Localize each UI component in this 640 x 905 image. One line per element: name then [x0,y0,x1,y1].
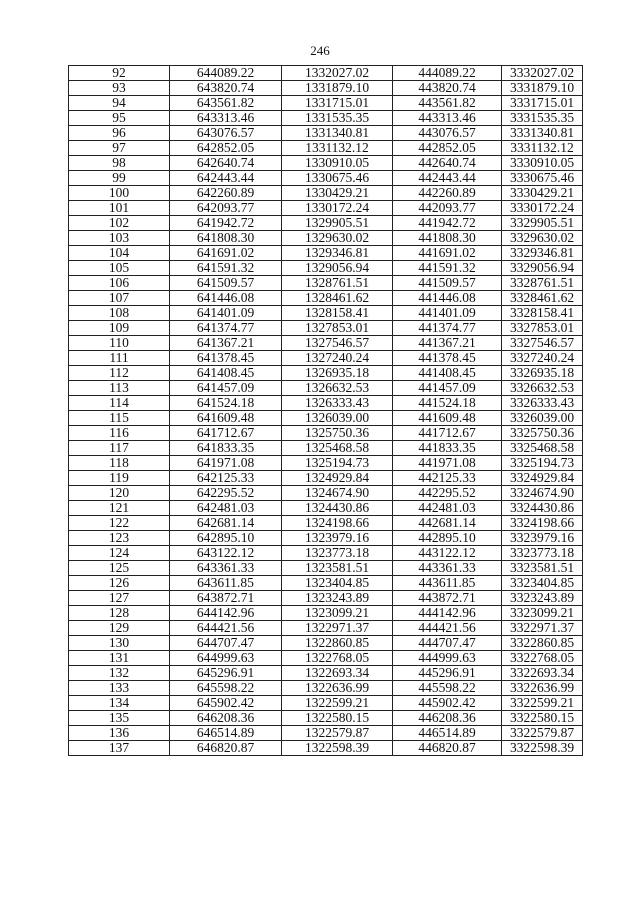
x-coordinate-alt-cell: 441408.45 [393,366,502,381]
x-coordinate-cell: 641691.02 [170,246,282,261]
y-coordinate-alt-cell: 3330429.21 [502,186,583,201]
x-coordinate-alt-cell: 441367.21 [393,336,502,351]
y-coordinate-alt-cell: 3329056.94 [502,261,583,276]
y-coordinate-alt-cell: 3330910.05 [502,156,583,171]
y-coordinate-alt-cell: 3331132.12 [502,141,583,156]
y-coordinate-alt-cell: 3322860.85 [502,636,583,651]
x-coordinate-alt-cell: 442125.33 [393,471,502,486]
table-row [69,336,583,351]
y-coordinate-alt-cell: 3328158.41 [502,306,583,321]
y-coordinate-alt-cell: 3327546.57 [502,336,583,351]
x-coordinate-alt-cell: 441942.72 [393,216,502,231]
table-row [69,186,583,201]
y-coordinate-cell: 1331132.12 [282,141,393,156]
y-coordinate-alt-cell: 3322599.21 [502,696,583,711]
x-coordinate-alt-cell: 446514.89 [393,726,502,741]
point-number-cell: 120 [69,486,170,501]
table-row [69,621,583,636]
x-coordinate-cell: 641401.09 [170,306,282,321]
table-row [69,726,583,741]
x-coordinate-alt-cell: 443076.57 [393,126,502,141]
x-coordinate-cell: 641446.08 [170,291,282,306]
table-row [69,666,583,681]
x-coordinate-alt-cell: 446820.87 [393,741,502,756]
x-coordinate-cell: 641367.21 [170,336,282,351]
y-coordinate-alt-cell: 3326039.00 [502,411,583,426]
table-row [69,636,583,651]
table-row [69,396,583,411]
x-coordinate-cell: 644999.63 [170,651,282,666]
x-coordinate-cell: 645598.22 [170,681,282,696]
x-coordinate-cell: 641971.08 [170,456,282,471]
x-coordinate-alt-cell: 441401.09 [393,306,502,321]
point-number-cell: 106 [69,276,170,291]
y-coordinate-cell: 1322693.34 [282,666,393,681]
y-coordinate-cell: 1326333.43 [282,396,393,411]
x-coordinate-cell: 642260.89 [170,186,282,201]
x-coordinate-alt-cell: 443872.71 [393,591,502,606]
table-row [69,576,583,591]
y-coordinate-cell: 1324674.90 [282,486,393,501]
y-coordinate-cell: 1322636.99 [282,681,393,696]
y-coordinate-cell: 1326935.18 [282,366,393,381]
y-coordinate-cell: 1332027.02 [282,66,393,81]
y-coordinate-alt-cell: 3323581.51 [502,561,583,576]
table-row [69,351,583,366]
y-coordinate-alt-cell: 3323099.21 [502,606,583,621]
x-coordinate-cell: 641408.45 [170,366,282,381]
x-coordinate-cell: 642443.44 [170,171,282,186]
point-number-cell: 127 [69,591,170,606]
y-coordinate-cell: 1329346.81 [282,246,393,261]
x-coordinate-cell: 644089.22 [170,66,282,81]
x-coordinate-alt-cell: 442895.10 [393,531,502,546]
x-coordinate-cell: 642093.77 [170,201,282,216]
y-coordinate-alt-cell: 3329346.81 [502,246,583,261]
x-coordinate-cell: 641808.30 [170,231,282,246]
x-coordinate-alt-cell: 442443.44 [393,171,502,186]
y-coordinate-cell: 1330172.24 [282,201,393,216]
table-row [69,381,583,396]
y-coordinate-cell: 1329905.51 [282,216,393,231]
point-number-cell: 105 [69,261,170,276]
point-number-cell: 117 [69,441,170,456]
x-coordinate-cell: 641712.67 [170,426,282,441]
x-coordinate-alt-cell: 441524.18 [393,396,502,411]
x-coordinate-cell: 642681.14 [170,516,282,531]
point-number-cell: 128 [69,606,170,621]
x-coordinate-alt-cell: 443820.74 [393,81,502,96]
y-coordinate-cell: 1326039.00 [282,411,393,426]
x-coordinate-alt-cell: 442640.74 [393,156,502,171]
x-coordinate-cell: 646514.89 [170,726,282,741]
point-number-cell: 92 [69,66,170,81]
x-coordinate-cell: 644421.56 [170,621,282,636]
x-coordinate-cell: 644142.96 [170,606,282,621]
y-coordinate-cell: 1331715.01 [282,96,393,111]
table-row [69,441,583,456]
x-coordinate-cell: 645902.42 [170,696,282,711]
x-coordinate-alt-cell: 443611.85 [393,576,502,591]
x-coordinate-cell: 641524.18 [170,396,282,411]
y-coordinate-cell: 1324198.66 [282,516,393,531]
y-coordinate-cell: 1323773.18 [282,546,393,561]
point-number-cell: 121 [69,501,170,516]
point-number-cell: 126 [69,576,170,591]
table-row [69,546,583,561]
point-number-cell: 103 [69,231,170,246]
x-coordinate-cell: 643313.46 [170,111,282,126]
y-coordinate-cell: 1324430.86 [282,501,393,516]
table-row [69,696,583,711]
point-number-cell: 102 [69,216,170,231]
y-coordinate-cell: 1328461.62 [282,291,393,306]
y-coordinate-cell: 1323243.89 [282,591,393,606]
y-coordinate-alt-cell: 3324198.66 [502,516,583,531]
point-number-cell: 104 [69,246,170,261]
y-coordinate-alt-cell: 3323404.85 [502,576,583,591]
y-coordinate-cell: 1322599.21 [282,696,393,711]
x-coordinate-cell: 644707.47 [170,636,282,651]
table-row [69,531,583,546]
table-row [69,681,583,696]
table-row [69,231,583,246]
x-coordinate-alt-cell: 442852.05 [393,141,502,156]
y-coordinate-alt-cell: 3326333.43 [502,396,583,411]
x-coordinate-alt-cell: 445598.22 [393,681,502,696]
point-number-cell: 134 [69,696,170,711]
table-row [69,366,583,381]
y-coordinate-cell: 1323404.85 [282,576,393,591]
y-coordinate-alt-cell: 3326632.53 [502,381,583,396]
y-coordinate-alt-cell: 3322580.15 [502,711,583,726]
y-coordinate-alt-cell: 3323773.18 [502,546,583,561]
point-number-cell: 133 [69,681,170,696]
y-coordinate-cell: 1325750.36 [282,426,393,441]
table-row [69,456,583,471]
table-row [69,591,583,606]
point-number-cell: 119 [69,471,170,486]
table-row [69,321,583,336]
point-number-cell: 122 [69,516,170,531]
x-coordinate-cell: 643361.33 [170,561,282,576]
x-coordinate-cell: 641609.48 [170,411,282,426]
x-coordinate-alt-cell: 443122.12 [393,546,502,561]
y-coordinate-cell: 1330910.05 [282,156,393,171]
table-row [69,216,583,231]
y-coordinate-alt-cell: 3323979.16 [502,531,583,546]
y-coordinate-alt-cell: 3331879.10 [502,81,583,96]
x-coordinate-cell: 643076.57 [170,126,282,141]
page-number: 246 [310,43,330,58]
x-coordinate-alt-cell: 441971.08 [393,456,502,471]
y-coordinate-alt-cell: 3330172.24 [502,201,583,216]
x-coordinate-cell: 643872.71 [170,591,282,606]
point-number-cell: 93 [69,81,170,96]
x-coordinate-cell: 645296.91 [170,666,282,681]
point-number-cell: 97 [69,141,170,156]
table-row [69,411,583,426]
y-coordinate-cell: 1323581.51 [282,561,393,576]
y-coordinate-alt-cell: 3326935.18 [502,366,583,381]
x-coordinate-alt-cell: 441591.32 [393,261,502,276]
table-row [69,261,583,276]
x-coordinate-alt-cell: 445296.91 [393,666,502,681]
y-coordinate-alt-cell: 3328461.62 [502,291,583,306]
table-row [69,141,583,156]
table-row [69,651,583,666]
y-coordinate-cell: 1322598.39 [282,741,393,756]
point-number-cell: 124 [69,546,170,561]
x-coordinate-alt-cell: 441378.45 [393,351,502,366]
coordinates-table [68,65,583,756]
x-coordinate-alt-cell: 441457.09 [393,381,502,396]
point-number-cell: 125 [69,561,170,576]
point-number-cell: 135 [69,711,170,726]
x-coordinate-alt-cell: 444421.56 [393,621,502,636]
y-coordinate-alt-cell: 3329630.02 [502,231,583,246]
x-coordinate-cell: 642852.05 [170,141,282,156]
x-coordinate-alt-cell: 444707.47 [393,636,502,651]
point-number-cell: 113 [69,381,170,396]
y-coordinate-cell: 1322580.15 [282,711,393,726]
point-number-cell: 123 [69,531,170,546]
y-coordinate-cell: 1327240.24 [282,351,393,366]
y-coordinate-cell: 1328158.41 [282,306,393,321]
x-coordinate-alt-cell: 441509.57 [393,276,502,291]
y-coordinate-alt-cell: 3325468.58 [502,441,583,456]
table-row [69,81,583,96]
y-coordinate-alt-cell: 3324929.84 [502,471,583,486]
coordinates-table-body [69,66,583,756]
table-row [69,66,583,81]
x-coordinate-cell: 641591.32 [170,261,282,276]
x-coordinate-cell: 643820.74 [170,81,282,96]
point-number-cell: 99 [69,171,170,186]
x-coordinate-alt-cell: 442681.14 [393,516,502,531]
point-number-cell: 109 [69,321,170,336]
table-row [69,156,583,171]
y-coordinate-cell: 1322768.05 [282,651,393,666]
y-coordinate-alt-cell: 3329905.51 [502,216,583,231]
point-number-cell: 108 [69,306,170,321]
y-coordinate-cell: 1323099.21 [282,606,393,621]
table-row [69,306,583,321]
y-coordinate-cell: 1324929.84 [282,471,393,486]
y-coordinate-cell: 1323979.16 [282,531,393,546]
x-coordinate-cell: 643611.85 [170,576,282,591]
x-coordinate-cell: 642295.52 [170,486,282,501]
y-coordinate-cell: 1328761.51 [282,276,393,291]
point-number-cell: 136 [69,726,170,741]
x-coordinate-alt-cell: 441712.67 [393,426,502,441]
point-number-cell: 131 [69,651,170,666]
y-coordinate-alt-cell: 3328761.51 [502,276,583,291]
table-row [69,501,583,516]
table-row [69,711,583,726]
x-coordinate-cell: 641378.45 [170,351,282,366]
x-coordinate-alt-cell: 443561.82 [393,96,502,111]
point-number-cell: 118 [69,456,170,471]
x-coordinate-alt-cell: 443313.46 [393,111,502,126]
x-coordinate-alt-cell: 442260.89 [393,186,502,201]
x-coordinate-cell: 642125.33 [170,471,282,486]
point-number-cell: 96 [69,126,170,141]
x-coordinate-alt-cell: 441833.35 [393,441,502,456]
point-number-cell: 107 [69,291,170,306]
x-coordinate-alt-cell: 443361.33 [393,561,502,576]
table-row [69,171,583,186]
y-coordinate-alt-cell: 3322768.05 [502,651,583,666]
table-row [69,111,583,126]
y-coordinate-cell: 1331535.35 [282,111,393,126]
x-coordinate-alt-cell: 441446.08 [393,291,502,306]
y-coordinate-alt-cell: 3322971.37 [502,621,583,636]
point-number-cell: 95 [69,111,170,126]
y-coordinate-alt-cell: 3322636.99 [502,681,583,696]
y-coordinate-alt-cell: 3327240.24 [502,351,583,366]
point-number-cell: 130 [69,636,170,651]
point-number-cell: 101 [69,201,170,216]
table-row [69,201,583,216]
y-coordinate-cell: 1330675.46 [282,171,393,186]
x-coordinate-alt-cell: 441808.30 [393,231,502,246]
x-coordinate-alt-cell: 444089.22 [393,66,502,81]
x-coordinate-cell: 646820.87 [170,741,282,756]
y-coordinate-cell: 1331879.10 [282,81,393,96]
x-coordinate-alt-cell: 442093.77 [393,201,502,216]
table-row [69,96,583,111]
table-row [69,246,583,261]
table-row [69,561,583,576]
x-coordinate-cell: 642640.74 [170,156,282,171]
y-coordinate-alt-cell: 3324674.90 [502,486,583,501]
x-coordinate-alt-cell: 441609.48 [393,411,502,426]
y-coordinate-cell: 1325194.73 [282,456,393,471]
x-coordinate-alt-cell: 441374.77 [393,321,502,336]
x-coordinate-cell: 641374.77 [170,321,282,336]
x-coordinate-cell: 641833.35 [170,441,282,456]
x-coordinate-alt-cell: 444999.63 [393,651,502,666]
y-coordinate-cell: 1325468.58 [282,441,393,456]
x-coordinate-alt-cell: 442295.52 [393,486,502,501]
point-number-cell: 100 [69,186,170,201]
x-coordinate-alt-cell: 445902.42 [393,696,502,711]
y-coordinate-cell: 1326632.53 [282,381,393,396]
x-coordinate-alt-cell: 441691.02 [393,246,502,261]
y-coordinate-cell: 1322971.37 [282,621,393,636]
table-row [69,426,583,441]
table-row [69,486,583,501]
point-number-cell: 111 [69,351,170,366]
y-coordinate-alt-cell: 3332027.02 [502,66,583,81]
x-coordinate-cell: 642481.03 [170,501,282,516]
x-coordinate-cell: 641942.72 [170,216,282,231]
table-row [69,606,583,621]
point-number-cell: 132 [69,666,170,681]
y-coordinate-cell: 1322860.85 [282,636,393,651]
table-row [69,741,583,756]
y-coordinate-alt-cell: 3331340.81 [502,126,583,141]
table-row [69,516,583,531]
y-coordinate-cell: 1330429.21 [282,186,393,201]
x-coordinate-alt-cell: 446208.36 [393,711,502,726]
point-number-cell: 114 [69,396,170,411]
y-coordinate-alt-cell: 3322598.39 [502,741,583,756]
y-coordinate-alt-cell: 3330675.46 [502,171,583,186]
x-coordinate-cell: 641509.57 [170,276,282,291]
x-coordinate-alt-cell: 444142.96 [393,606,502,621]
y-coordinate-cell: 1327853.01 [282,321,393,336]
y-coordinate-alt-cell: 3325750.36 [502,426,583,441]
y-coordinate-cell: 1322579.87 [282,726,393,741]
point-number-cell: 116 [69,426,170,441]
y-coordinate-alt-cell: 3327853.01 [502,321,583,336]
point-number-cell: 129 [69,621,170,636]
table-row [69,471,583,486]
point-number-cell: 110 [69,336,170,351]
y-coordinate-alt-cell: 3331535.35 [502,111,583,126]
x-coordinate-cell: 646208.36 [170,711,282,726]
point-number-cell: 98 [69,156,170,171]
y-coordinate-cell: 1329056.94 [282,261,393,276]
point-number-cell: 137 [69,741,170,756]
table-row [69,126,583,141]
table-row [69,291,583,306]
y-coordinate-cell: 1331340.81 [282,126,393,141]
point-number-cell: 115 [69,411,170,426]
x-coordinate-cell: 643561.82 [170,96,282,111]
x-coordinate-cell: 641457.09 [170,381,282,396]
y-coordinate-alt-cell: 3325194.73 [502,456,583,471]
y-coordinate-alt-cell: 3324430.86 [502,501,583,516]
y-coordinate-alt-cell: 3331715.01 [502,96,583,111]
y-coordinate-alt-cell: 3322579.87 [502,726,583,741]
y-coordinate-alt-cell: 3322693.34 [502,666,583,681]
point-number-cell: 112 [69,366,170,381]
x-coordinate-cell: 642895.10 [170,531,282,546]
y-coordinate-cell: 1329630.02 [282,231,393,246]
y-coordinate-cell: 1327546.57 [282,336,393,351]
x-coordinate-alt-cell: 442481.03 [393,501,502,516]
x-coordinate-cell: 643122.12 [170,546,282,561]
y-coordinate-alt-cell: 3323243.89 [502,591,583,606]
table-row [69,276,583,291]
point-number-cell: 94 [69,96,170,111]
